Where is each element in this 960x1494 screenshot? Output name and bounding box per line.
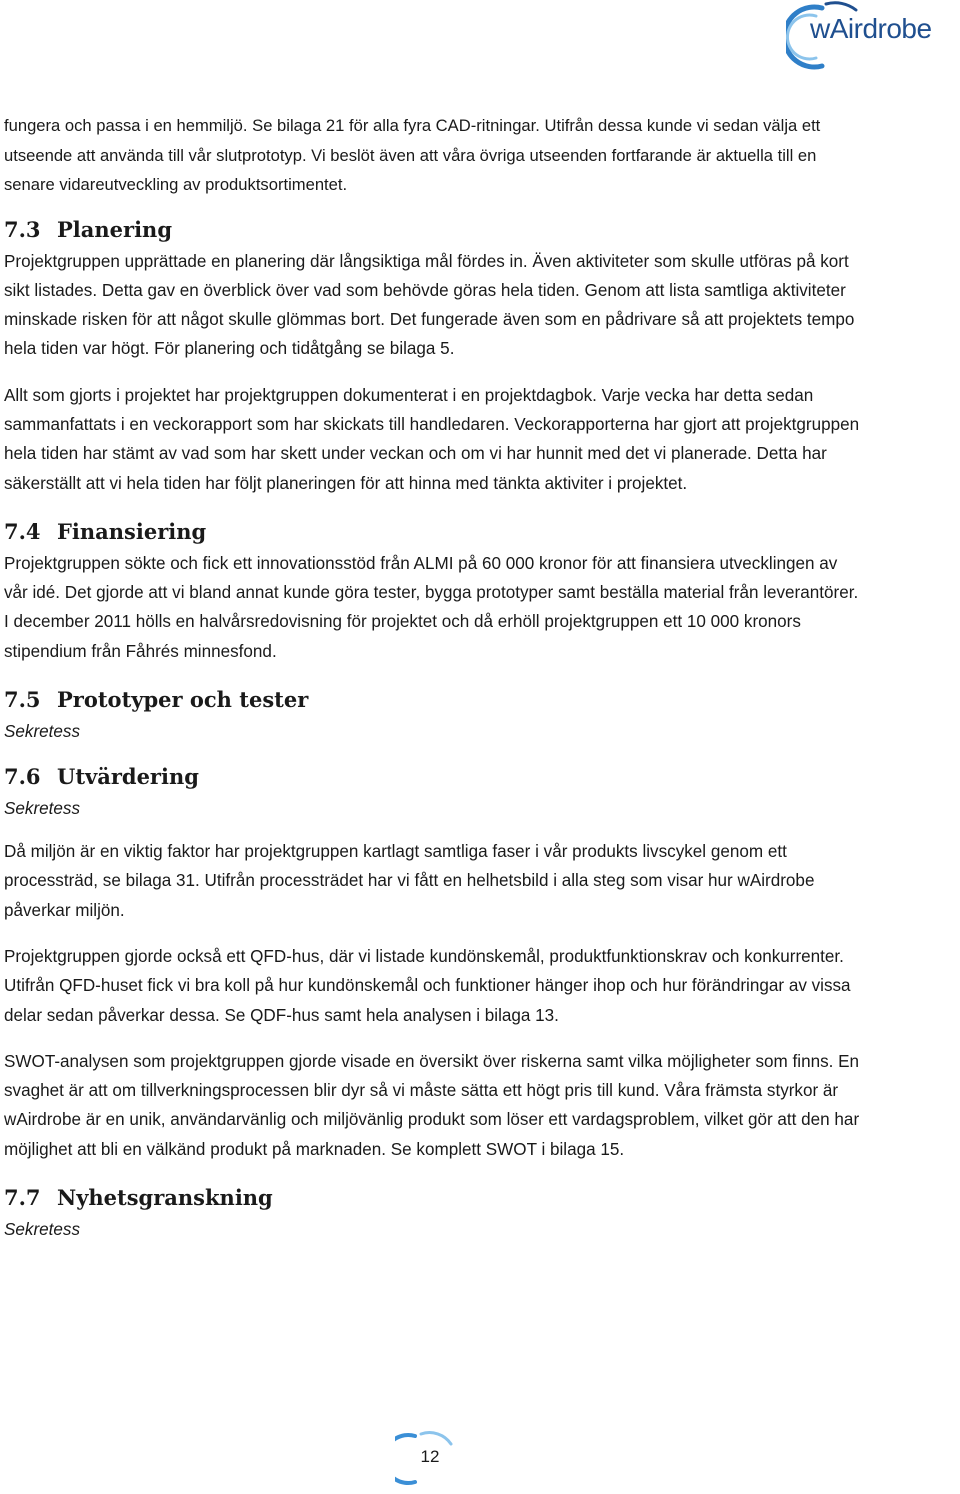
section-title: Nyhetsgranskning [57,1185,273,1211]
section-number: 7.7 [4,1185,41,1211]
document-body [4,111,860,1258]
sekretess-note-7-5: Sekretess [4,722,81,742]
section-title: Prototyper och tester [57,687,309,713]
brand-logo [786,0,960,72]
section-heading-7-7 [4,1181,860,1215]
sekretess-note-7-7: Sekretess [4,1220,81,1240]
utvardering-paragraph-3: SWOT-analysen som projektgruppen gjorde visade en översikt över riskerna samt vilka möjligheter som finns. En svaghet är att om tillverkningsprocessen blir dyr så vi måste sätta ett högt pris till kund. Våra främsta styrkor är wAirdrobe är en unik, användarvänlig och miljövänlig produkt som löser ett vardagsproblem, vilket gör att den har möjlighet att bli en välkänd produkt på marknaden. Se komplett SWOT i bilaga 15. [4,1051,860,1159]
planering-paragraph-2: Allt som gjorts i projektet har projektgruppen dokumenterat i en projektdagbok. Varje vecka har detta sedan sammanfattats i en veckorapport som har skickats till handledaren. Veckorapporterna har gjort att projektgruppen hela tiden har stämt av vad som har skett under veckan och om vi har hunnit med det vi planerade. Detta har säkerställt att vi hela tiden har följt planeringen för att hinna med tänkta aktiviter i projektet. [4,385,860,493]
finansiering-paragraph-1: Projektgruppen sökte och fick ett innovationsstöd från ALMI på 60 000 kronor för att finansiera utvecklingen av vår idé. Det gjorde att vi bland annat kunde göra tester, bygga prototyper samt beställa material från leverantörer. I december 2011 hölls en halvårsredovisning för projektet och då erhöll projektgruppen ett 10 000 kronors stipendium från Fåhrés minnesfond. [4,553,859,661]
section-heading-7-3 [4,213,860,247]
planering-paragraph-1: Projektgruppen upprättade en planering där långsiktiga mål fördes in. Även aktiviteter som skulle utföras på kort sikt listades. Detta gav en överblick över vad som behövde göras hela tiden. Genom att lista samtliga aktiviteter minskade risken för att något skulle glömmas bort. Det fungerade även som en pådrivare så att projektets tempo hela tiden var högt. För planering och tidåtgång se bilaga 5. [4,251,855,359]
section-number: 7.4 [4,518,41,544]
section-number: 7.5 [4,687,41,713]
utvardering-paragraph-1: Då miljön är en viktig faktor har projektgruppen kartlagt samtliga faser i vår produkts livscykel genom ett processträd, se bilaga 31. Utifrån processträdet har vi fått en helhetsbild i alla steg som visar hur wAirdrobe påverkar miljön. [4,842,815,920]
logo-text: wAirdrobe [810,13,932,44]
section-title: Finansiering [57,518,207,544]
section-number: 7.3 [4,216,41,242]
section-heading-7-6 [4,760,860,794]
page-number: 12 [420,1447,440,1466]
intro-paragraph: fungera och passa i en hemmiljö. Se bilaga 21 för alla fyra CAD-ritningar. Utifrån dessa kunde vi sedan välja ett utseende att använda till vår slutprototyp. Vi beslöt även att våra övriga utseenden fortfarande är aktuella till en senare vidareutveckling av produktsortimentet. [4,116,821,194]
utvardering-paragraph-2: Projektgruppen gjorde också ett QFD-hus, där vi listade kundönskemål, produktfunktionskrav och konkurrenter. Utifrån QFD-huset fick vi bra koll på hur kundönskemål och funktioner hänger ihop och hur förändringar av vissa delar sedan påverkar dessa. Se QDF-hus samt hela analysen i bilaga 13. [4,946,851,1025]
section-heading-7-5 [4,683,860,717]
section-number: 7.6 [4,764,41,790]
section-heading-7-4 [4,515,860,549]
page-number-badge [395,1430,465,1486]
section-title: Planering [57,216,172,242]
sekretess-note-7-6: Sekretess [4,799,81,819]
section-title: Utvärdering [57,764,199,790]
